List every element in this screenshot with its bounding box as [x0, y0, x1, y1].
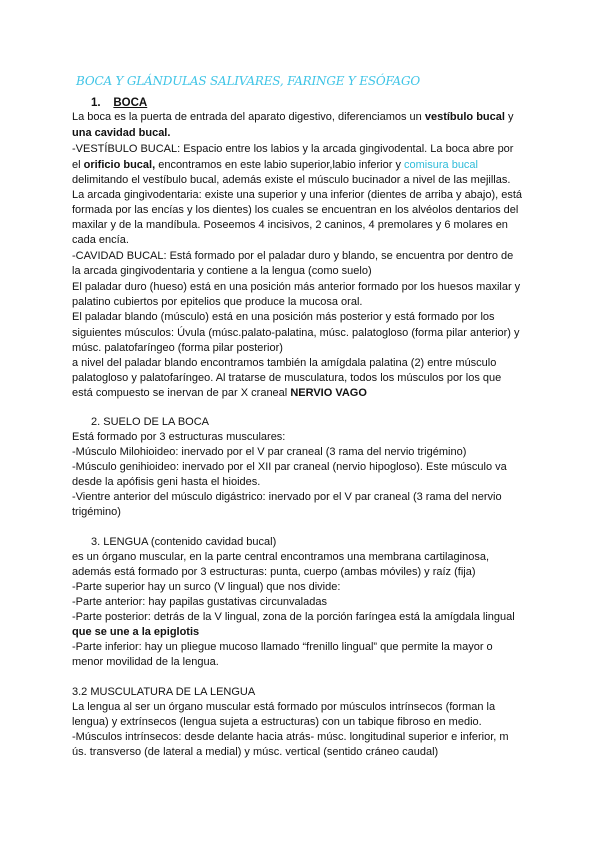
paragraph-line: -Parte superior hay un surco (V lingual) que nos divide: — [72, 581, 341, 593]
bold-term: una cavidad bucal. — [72, 127, 171, 139]
paragraph-line: -Vientre anterior del músculo digástrico: inervado por el V par craneal (3 rama del nervio — [72, 491, 502, 503]
paragraph-line: trigémino) — [72, 506, 121, 518]
paragraph-line: delimitando el vestíbulo bucal, además existe el músculo bucinador a nivel de las mejillas. — [72, 174, 511, 186]
paragraph-line — [72, 126, 170, 140]
paragraph-line — [72, 625, 199, 639]
paragraph-line: La boca es la puerta de entrada del aparato digestivo, diferenciamos un vestíbulo bucal y — [72, 111, 514, 123]
paragraph-line: a nivel del paladar blando encontramos también la amígdala palatina (2) entre músculo — [72, 357, 497, 369]
paragraph-line: El paladar duro (hueso) está en una posición más anterior formado por los huesos maxilar y — [72, 281, 521, 293]
paragraph-line: desde la apófisis geni hasta el hioides. — [72, 476, 261, 488]
paragraph-line: está compuesto se inervan de par X craneal NERVIO VAGO — [72, 387, 367, 399]
paragraph-line: es un órgano muscular, en la parte central encontramos una membrana cartilaginosa, — [72, 551, 490, 563]
paragraph-line: palatino cubiertos por epitelios que produce la mucosa oral. — [72, 296, 363, 308]
bold-term: orificio bucal, — [83, 159, 156, 171]
paragraph-line: la arcada gingivodentaria y contiene a la lengua (como suelo) — [72, 265, 372, 277]
bold-term: vestíbulo bucal — [424, 111, 505, 123]
document-title: BOCA Y GLÁNDULAS SALIVARES, FARINGE Y ESÓFAGO — [76, 74, 421, 88]
paragraph-line: -Músculo genihioideo: inervado por el XII par craneal (nervio hipogloso). Este músculo va — [72, 461, 507, 473]
paragraph-line: -VESTÍBULO BUCAL: Espacio entre los labios y la arcada gingivodental. La boca abre por — [72, 143, 514, 155]
section-number: 1. — [91, 97, 101, 109]
section-heading-suelo: 2. SUELO DE LA BOCA — [91, 416, 209, 428]
paragraph-line: -Parte inferior: hay un pliegue mucoso llamado “frenillo lingual” que permite la mayor o — [72, 641, 493, 653]
paragraph-line: La lengua al ser un órgano muscular está formado por músculos intrínsecos (forman la — [72, 701, 496, 713]
paragraph-line: lengua) y extrínsecos (lengua sujeta a estructuras) con un tabique fibroso en medio. — [72, 716, 482, 728]
bold-term: NERVIO VAGO — [290, 387, 367, 399]
paragraph-line: -Músculo Milohioideo: inervado por el V par craneal (3 rama del nervio trigémino) — [72, 446, 467, 458]
section-heading-boca — [91, 96, 147, 110]
section-title: BOCA — [113, 97, 148, 109]
bold-term: que se une a la epiglotis — [72, 626, 200, 638]
paragraph-line: siguientes músculos: Úvula (músc.palato-palatina, músc. palatogloso (forma pilar anterior) y — [72, 327, 520, 339]
section-heading-musculatura: 3.2 MUSCULATURA DE LA LENGUA — [72, 686, 256, 698]
paragraph-line: además está formado por 3 estructuras: punta, cuerpo (ambas móviles) y raíz (fija) — [72, 566, 476, 578]
paragraph-line: -Parte anterior: hay papilas gustativas circunvaladas — [72, 596, 327, 608]
paragraph-line: cada encía. — [72, 234, 129, 246]
paragraph-line: Está formado por 3 estructuras musculares: — [72, 431, 286, 443]
paragraph-line: palatogloso y palatofaríngeo. Al tratarse de musculatura, todos los músculos por los que — [72, 372, 502, 384]
paragraph-line: músc. palatofaríngeo (forma pilar posterior) — [72, 342, 283, 354]
paragraph-line: el orificio bucal, encontramos en este labio superior,labio inferior y comisura bucal — [72, 159, 478, 171]
paragraph-line: -Músculos intrínsecos: desde delante hacia atrás- músc. longitudinal superior e inferior, m — [72, 731, 509, 743]
paragraph-line: -CAVIDAD BUCAL: Está formado por el paladar duro y blando, se encuentra por dentro de — [72, 250, 514, 262]
paragraph-line: La arcada gingivodentaria: existe una superior y una inferior (dientes de arriba y abajo), está — [72, 189, 523, 201]
paragraph-line: El paladar blando (músculo) está en una posición más posterior y está formado por los — [72, 311, 495, 323]
paragraph-line: maxilar y de la mandíbula. Poseemos 4 incisivos, 2 caninos, 4 premolares y 6 molares en — [72, 219, 508, 231]
section-heading-lengua: 3. LENGUA (contenido cavidad bucal) — [91, 536, 277, 548]
highlighted-term: comisura bucal — [404, 159, 478, 171]
paragraph-line: -Parte posterior: detrás de la V lingual, zona de la porción faríngea está la amígdala lingual — [72, 611, 515, 623]
paragraph-line: ús. transverso (de lateral a medial) y músc. vertical (sentido cráneo caudal) — [72, 746, 439, 758]
paragraph-line: formada por las encías y los dientes) los cuales se encuentran en los alvéolos dentarios del — [72, 204, 519, 216]
paragraph-line: menor movilidad de la lengua. — [72, 656, 219, 668]
